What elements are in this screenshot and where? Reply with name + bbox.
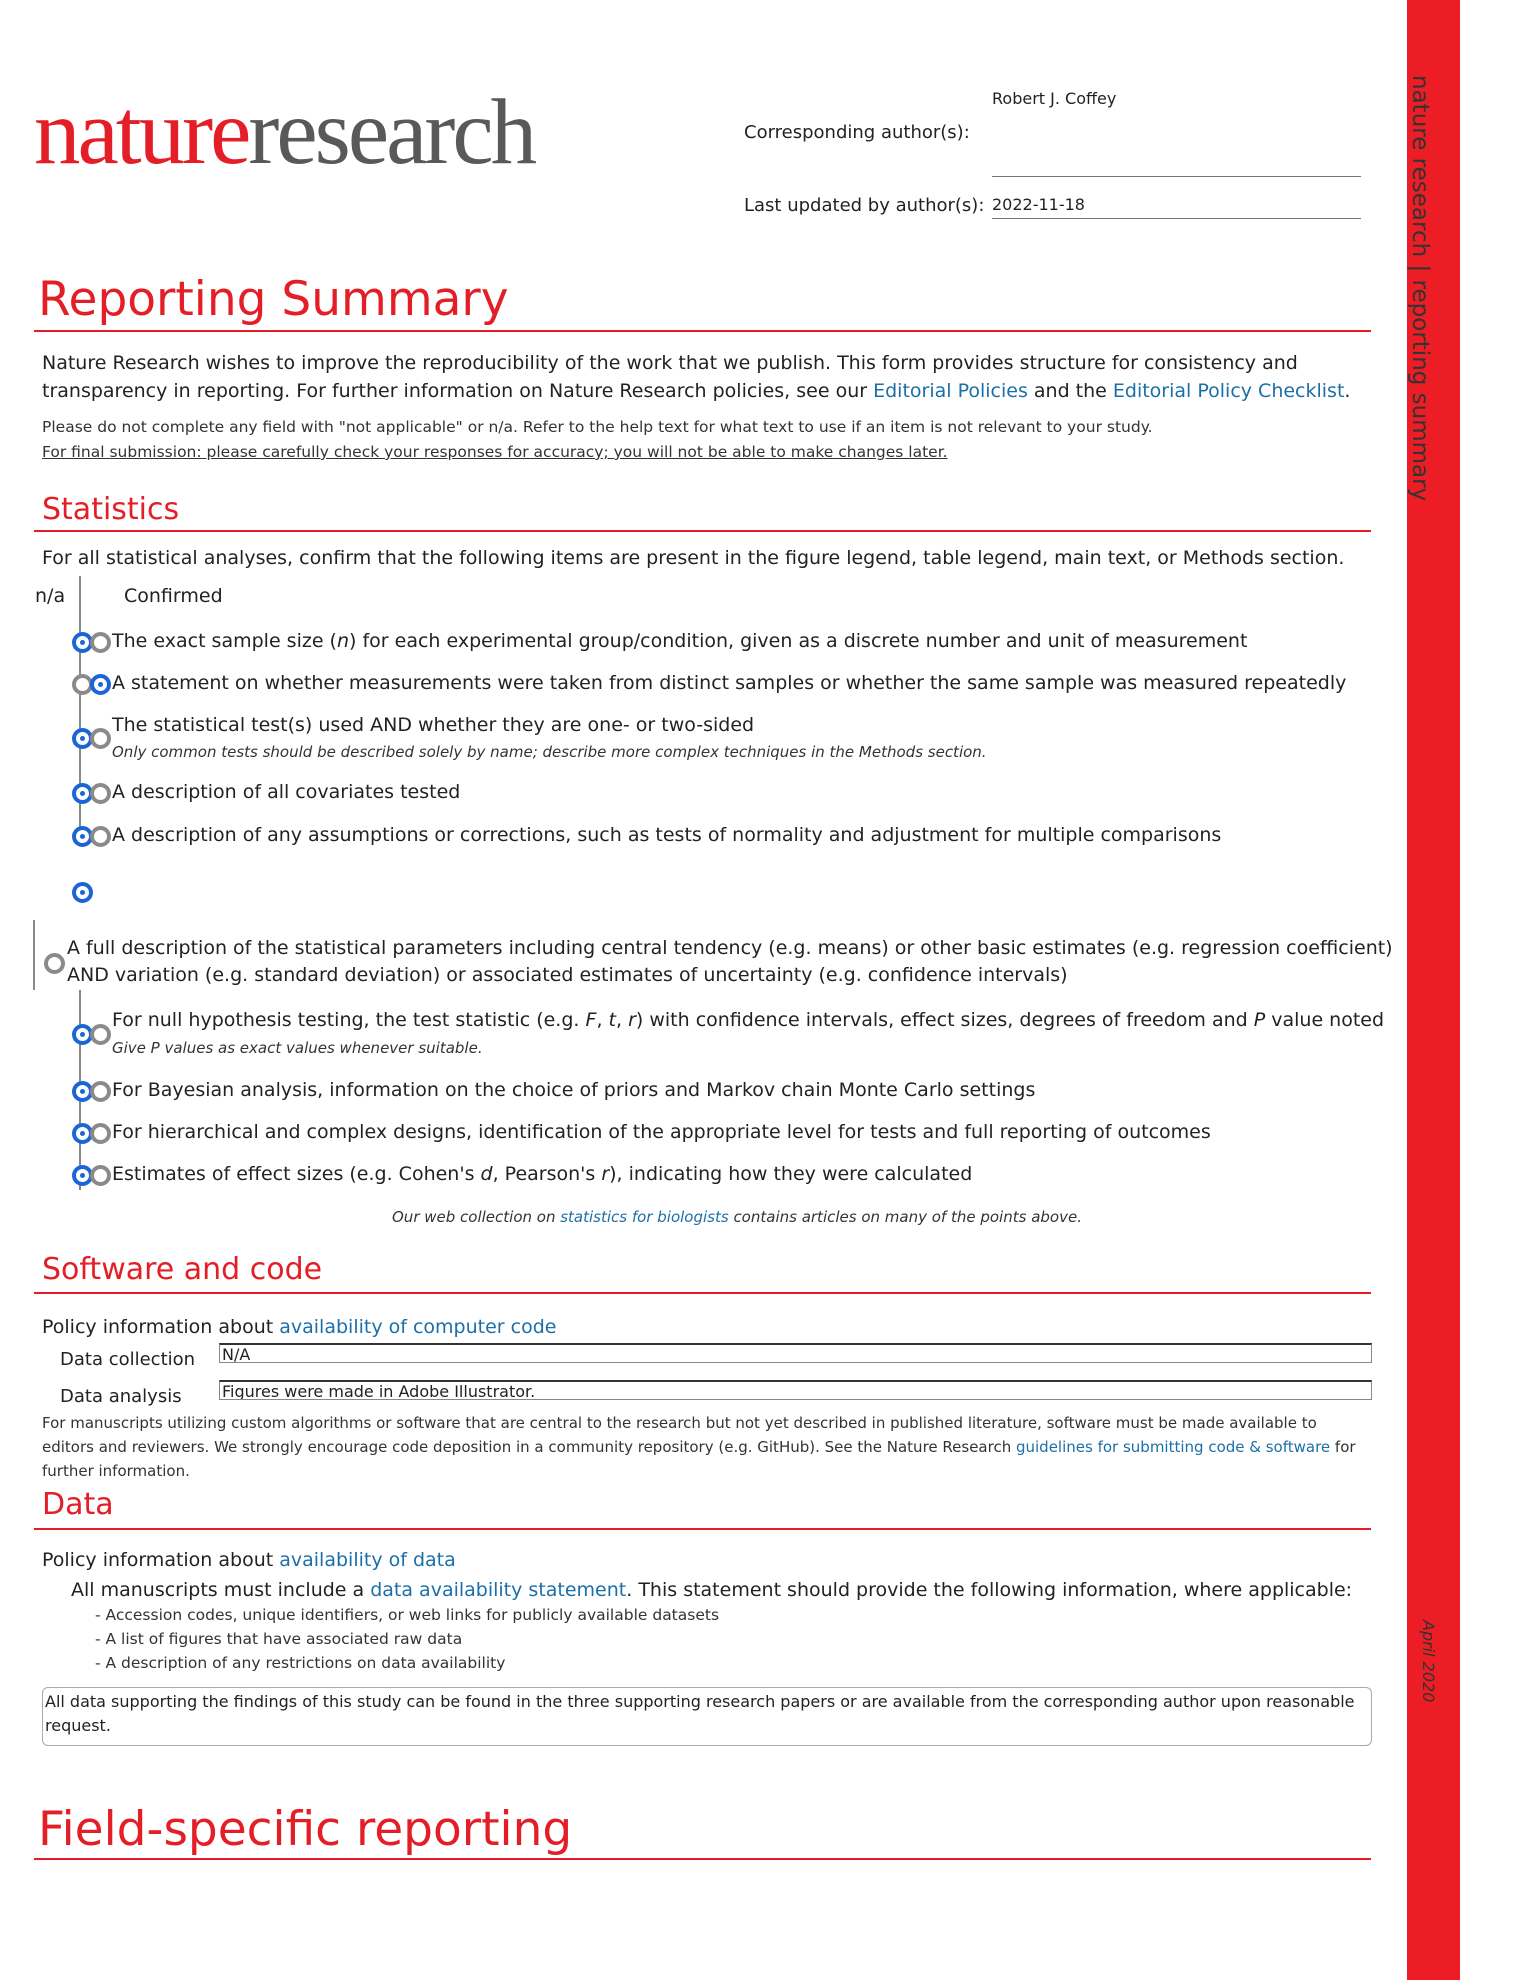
corresponding-author-value[interactable]: Robert J. Coffey — [992, 89, 1117, 108]
statistics-biologists-link[interactable]: statistics for biologists — [560, 1208, 729, 1226]
corresponding-author-underline — [992, 176, 1361, 177]
field-specific-title: Field-specific reporting — [38, 1802, 573, 1857]
col-na-header: n/a — [35, 585, 66, 607]
data-must-include: All manuscripts must include a data availability statement. This statement should provide the following information, where applicable: — [71, 1579, 1353, 1601]
item8-text: For Bayesian analysis, information on the choice of priors and Markov chain Monte Carlo settings — [112, 1079, 1036, 1101]
item5-confirmed-radio[interactable] — [90, 826, 111, 847]
data-policy: Policy information about availability of data — [42, 1549, 456, 1571]
item10-text: Estimates of effect sizes (e.g. Cohen's d, Pearson's r), indicating how they were calculated — [112, 1163, 973, 1185]
final-submission-note: For final submission: please carefully check your responses for accuracy; you will not be able to make changes later. — [42, 443, 948, 461]
item6-confirmed-radio[interactable] — [44, 953, 65, 974]
item7-text: For null hypothesis testing, the test statistic (e.g. F, t, r) with confidence intervals, effect sizes, degrees of freedom and P value noted — [112, 1009, 1385, 1031]
software-policy: Policy information about availability of computer code — [42, 1316, 557, 1338]
data-title: Data — [42, 1487, 114, 1522]
item6-text-line2: AND variation (e.g. standard deviation) or associated estimates of uncertainty (e.g. confidence intervals) — [67, 964, 1068, 986]
item6-na-radio[interactable] — [72, 882, 93, 903]
item1-confirmed-radio[interactable] — [90, 632, 111, 653]
item7-note: Give P values as exact values whenever suitable. — [112, 1039, 483, 1057]
data-analysis-label: Data analysis — [60, 1386, 182, 1407]
data-bullet-3: - A description of any restrictions on data availability — [95, 1654, 506, 1672]
corresponding-author-label: Corresponding author(s): — [744, 122, 970, 143]
software-rule — [34, 1292, 1371, 1294]
item9-text: For hierarchical and complex designs, identification of the appropriate level for tests and full reporting of outcomes — [112, 1121, 1211, 1143]
field-specific-rule — [34, 1858, 1371, 1860]
applicable-note: Please do not complete any field with "not applicable" or n/a. Refer to the help text for what text to use if an item is not relevant to your study. — [42, 418, 1153, 436]
item3-note: Only common tests should be described solely by name; describe more complex techniques in the Methods section. — [112, 743, 987, 761]
last-updated-label: Last updated by author(s): — [744, 195, 985, 216]
computer-code-link[interactable]: availability of computer code — [279, 1316, 557, 1338]
item2-confirmed-radio[interactable] — [90, 674, 111, 695]
code-guidelines-link[interactable]: guidelines for submitting code & software — [1015, 1438, 1331, 1456]
item6-text: A full description of the statistical parameters including central tendency (e.g. means) or other basic estimates (e.g. regression coefficient) — [67, 937, 1393, 959]
nature-research-logo — [34, 81, 535, 184]
item7-confirmed-radio[interactable] — [90, 1024, 111, 1045]
last-updated-value[interactable]: 2022-11-18 — [992, 195, 1085, 214]
data-analysis-field[interactable]: Figures were made in Adobe Illustrator. — [219, 1380, 1372, 1400]
intro-text-c: . — [1344, 380, 1351, 402]
data-statement-link[interactable]: data availability statement — [370, 1579, 627, 1601]
data-bullet-1: - Accession codes, unique identifiers, or web links for publicly available datasets — [95, 1606, 720, 1624]
col-confirmed-header: Confirmed — [124, 585, 223, 607]
data-bullet-2: - A list of figures that have associated raw data — [95, 1630, 463, 1648]
item5-text: A description of any assumptions or corrections, such as tests of normality and adjustment for multiple comparisons — [112, 824, 1222, 846]
item2-text: A statement on whether measurements were taken from distinct samples or whether the same sample was measured repeatedly — [112, 672, 1347, 694]
sidebar-title: nature research | reporting summary — [1407, 75, 1433, 502]
statistics-rule — [34, 530, 1371, 532]
item4-confirmed-radio[interactable] — [90, 783, 111, 804]
item3-text: The statistical test(s) used AND whether they are one- or two-sided — [112, 714, 755, 736]
editorial-checklist-link[interactable]: Editorial Policy Checklist — [1112, 380, 1345, 402]
software-title: Software and code — [42, 1252, 323, 1287]
editorial-policies-link[interactable]: Editorial Policies — [873, 380, 1028, 402]
statistics-footer: Our web collection on statistics for biologists contains articles on many of the points above. — [392, 1208, 1082, 1226]
software-note: For manuscripts utilizing custom algorithms or software that are central to the research but not yet described in published literature, software must be made available to editors and reviewers. We strongly encourage code deposition in a community repository (e.g. GitHub). See the Nature Research guidelines for submitting code & software for further information. — [42, 1414, 1356, 1480]
sidebar-date: April 2020 — [1419, 1620, 1438, 1703]
reporting-intro — [42, 349, 1362, 405]
checklist-divider-mid — [33, 920, 35, 990]
item9-confirmed-radio[interactable] — [90, 1123, 111, 1144]
data-rule — [34, 1528, 1371, 1530]
item4-text: A description of all covariates tested — [112, 781, 461, 803]
reporting-summary-title: Reporting Summary — [38, 272, 509, 327]
logo-research: research — [248, 81, 535, 184]
item3-confirmed-radio[interactable] — [90, 728, 111, 749]
title-rule — [34, 330, 1371, 332]
checklist-divider-top — [79, 576, 81, 846]
item1-text: The exact sample size (n) for each experimental group/condition, given as a discrete number and unit of measurement — [112, 630, 1248, 652]
data-collection-field[interactable]: N/A — [219, 1343, 1372, 1363]
statistics-intro: For all statistical analyses, confirm that the following items are present in the figure legend, table legend, main text, or Methods section. — [42, 547, 1345, 569]
item10-confirmed-radio[interactable] — [90, 1165, 111, 1186]
intro-text-b: and the — [1027, 380, 1113, 402]
data-availability-statement-field[interactable]: All data supporting the findings of this study can be found in the three supporting research papers or are available from the corresponding author upon reasonable request. — [42, 1687, 1372, 1746]
data-availability-link[interactable]: availability of data — [279, 1549, 456, 1571]
last-updated-underline — [992, 218, 1361, 219]
data-collection-label: Data collection — [60, 1349, 196, 1370]
statistics-title: Statistics — [42, 492, 180, 527]
item8-confirmed-radio[interactable] — [90, 1081, 111, 1102]
intro-text-a: Nature Research wishes to improve the reproducibility of the work that we publish. This form provides structure for consistency and transparency in reporting. For further information on Nature Research policies, see our — [42, 352, 1298, 402]
logo-nature: nature — [34, 81, 249, 184]
